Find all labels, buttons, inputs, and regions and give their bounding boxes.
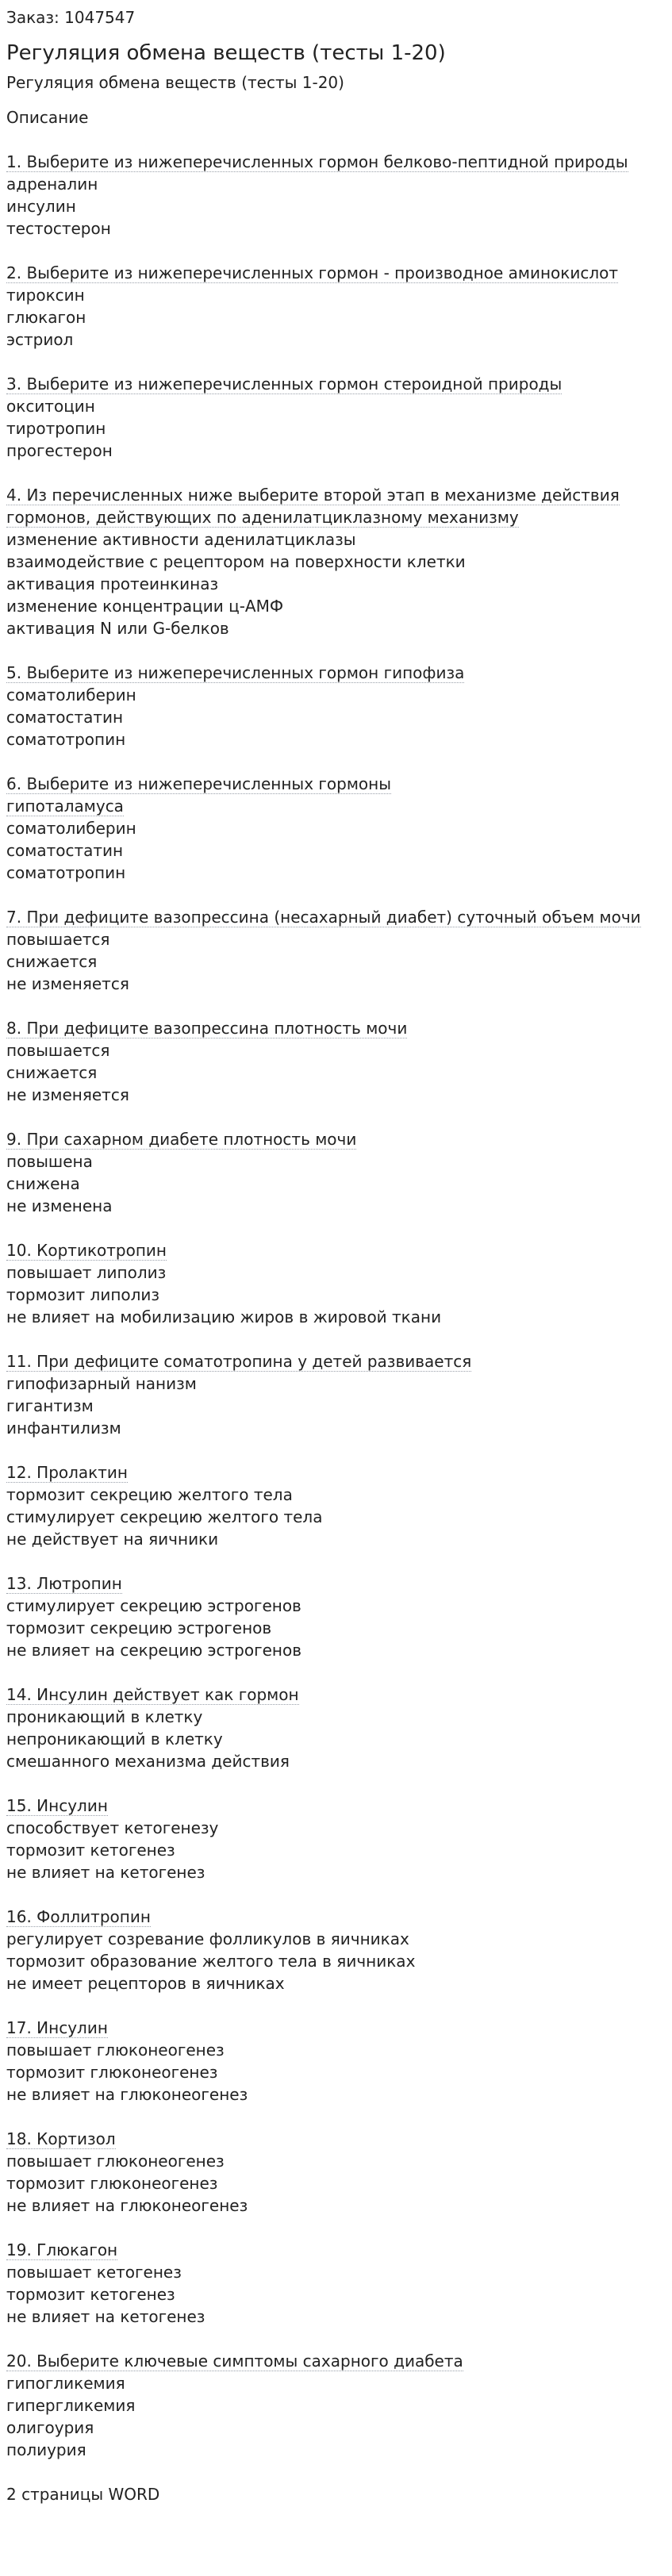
question-text: 10. Кортикотропин — [6, 1241, 167, 1260]
answer-option: изменение концентрации ц-АМФ — [6, 597, 284, 616]
question-line — [6, 1239, 666, 1261]
question-text: гормонов, действующих по аденилатциклазному механизму — [6, 508, 519, 527]
answer-option: снижается — [6, 1063, 98, 1082]
answer-option: тормозит секрецию эстрогенов — [6, 1618, 272, 1637]
question-block — [6, 2239, 666, 2328]
question-line — [6, 1017, 666, 1039]
answer-option: соматотропин — [6, 730, 126, 749]
question-text: 18. Кортизол — [6, 2129, 116, 2148]
question-block — [6, 1128, 666, 1217]
question-block — [6, 1572, 666, 1661]
answer-option: способствует кетогенезу — [6, 1818, 219, 1837]
question-line — [6, 373, 666, 395]
answer-option: не изменена — [6, 1196, 113, 1215]
page-title: Регуляция обмена веществ (тесты 1-20) — [6, 41, 446, 65]
question-line — [6, 1795, 666, 1817]
answer-option: непроникающий в клетку — [6, 1729, 223, 1749]
question-block — [6, 906, 666, 995]
question-line — [6, 1683, 666, 1706]
question-line — [6, 484, 666, 506]
answer-option: не имеет рецепторов в яичниках — [6, 1974, 285, 1993]
answer-option: не влияет на кетогенез — [6, 1863, 205, 1882]
question-line — [6, 1572, 666, 1595]
question-block — [6, 1350, 666, 1439]
question-text: 20. Выберите ключевые симптомы сахарного диабета — [6, 2351, 463, 2371]
question-block — [6, 151, 666, 240]
answer-option: гипогликемия — [6, 2374, 125, 2393]
footer-pages: 2 страницы WORD — [6, 2485, 160, 2504]
answer-option: инсулин — [6, 197, 76, 216]
answer-option: тормозит кетогенез — [6, 1841, 175, 1860]
question-block — [6, 2128, 666, 2217]
question-text: 7. При дефиците вазопрессина (несахарный диабет) суточный объем мочи — [6, 908, 641, 927]
answer-option: тестостерон — [6, 219, 111, 238]
answer-option: стимулирует секрецию эстрогенов — [6, 1596, 301, 1615]
question-line — [6, 506, 666, 528]
answer-option: соматолиберин — [6, 819, 136, 838]
answer-option: стимулирует секрецию желтого тела — [6, 1507, 323, 1526]
question-text: 2. Выберите из нижеперечисленных гормон - производное аминокислот — [6, 263, 619, 282]
answer-option: эстриол — [6, 330, 74, 349]
answer-option: тормозит липолиз — [6, 1285, 160, 1304]
question-text: 16. Фоллитропин — [6, 1907, 151, 1926]
question-line — [6, 1128, 666, 1150]
answer-option: окситоцин — [6, 397, 95, 416]
question-text: гипоталамуса — [6, 797, 124, 816]
answer-option: не изменяется — [6, 1085, 129, 1104]
answer-option: гигантизм — [6, 1396, 94, 1415]
question-line — [6, 2017, 666, 2039]
question-text: 5. Выберите из нижеперечисленных гормон гипофиза — [6, 663, 465, 682]
question-text: 9. При сахарном диабете плотность мочи — [6, 1130, 357, 1149]
answer-option: инфантилизм — [6, 1419, 121, 1438]
question-text: 8. При дефиците вазопрессина плотность мочи — [6, 1019, 408, 1038]
answer-option: повышается — [6, 930, 110, 949]
answer-option: снижается — [6, 952, 98, 971]
question-block — [6, 1795, 666, 1883]
question-text: 17. Инсулин — [6, 2018, 108, 2037]
question-line — [6, 2128, 666, 2150]
question-line — [6, 2350, 666, 2372]
question-text: 13. Лютропин — [6, 1574, 122, 1593]
question-text: 14. Инсулин действует как гормон — [6, 1685, 299, 1704]
question-text: 12. Пролактин — [6, 1463, 128, 1482]
answer-option: гипофизарный нанизм — [6, 1374, 197, 1393]
page-subtitle: Регуляция обмена веществ (тесты 1-20) — [6, 73, 344, 92]
question-line — [6, 151, 666, 173]
question-line — [6, 773, 666, 795]
answer-option: олигоурия — [6, 2418, 94, 2437]
answer-option: повышается — [6, 1041, 110, 1060]
answer-option: активация N или G-белков — [6, 619, 229, 638]
question-block — [6, 1461, 666, 1550]
answer-option: полиурия — [6, 2440, 86, 2459]
answer-option: тормозит образование желтого тела в яичниках — [6, 1952, 416, 1971]
question-text: 3. Выберите из нижеперечисленных гормон стероидной природы — [6, 374, 563, 394]
answer-option: повышает кетогенез — [6, 2263, 182, 2282]
answer-option: не действует на яичники — [6, 1530, 219, 1549]
answer-option: проникающий в клетку — [6, 1707, 203, 1726]
answer-option: соматотропин — [6, 863, 126, 882]
answer-option: тормозит кетогенез — [6, 2285, 175, 2304]
answer-option: соматостатин — [6, 841, 124, 860]
questions-list — [6, 151, 666, 2461]
answer-option: активация протеинкиназ — [6, 574, 219, 593]
question-text: 4. Из перечисленных ниже выберите второй этап в механизме действия — [6, 486, 620, 505]
answer-option: тироксин — [6, 286, 85, 305]
answer-option: не изменяется — [6, 974, 129, 993]
question-block — [6, 484, 666, 639]
answer-option: повышает глюконеогенез — [6, 2040, 225, 2060]
answer-option: тормозит секрецию желтого тела — [6, 1485, 293, 1504]
answer-option: не влияет на глюконеогенез — [6, 2196, 248, 2215]
order-number: Заказ: 1047547 — [6, 8, 136, 27]
answer-option: смешанного механизма действия — [6, 1752, 290, 1771]
answer-option: не влияет на глюконеогенез — [6, 2085, 248, 2104]
question-line — [6, 262, 666, 284]
answer-option: не влияет на мобилизацию жиров в жировой ткани — [6, 1307, 442, 1326]
answer-option: повышает глюконеогенез — [6, 2152, 225, 2171]
answer-option: регулирует созревание фолликулов в яичниках — [6, 1929, 409, 1948]
question-line — [6, 1906, 666, 1928]
question-text: 11. При дефиците соматотропина у детей развивается — [6, 1352, 472, 1371]
question-line — [6, 1461, 666, 1484]
question-block — [6, 2350, 666, 2461]
answer-option: изменение активности аденилатциклазы — [6, 530, 356, 549]
question-block — [6, 1017, 666, 1106]
question-block — [6, 1683, 666, 1772]
question-block — [6, 2017, 666, 2106]
answer-option: тиротропин — [6, 419, 106, 438]
question-block — [6, 1239, 666, 1328]
answer-option: соматолиберин — [6, 685, 136, 704]
question-text: 15. Инсулин — [6, 1796, 108, 1815]
question-line — [6, 795, 666, 817]
answer-option: повышена — [6, 1152, 93, 1171]
question-text: 6. Выберите из нижеперечисленных гормоны — [6, 774, 392, 793]
answer-option: адреналин — [6, 175, 98, 194]
question-line — [6, 662, 666, 684]
answer-option: снижена — [6, 1174, 80, 1193]
answer-option: прогестерон — [6, 441, 113, 460]
answer-option: гипергликемия — [6, 2396, 136, 2415]
answer-option: не влияет на кетогенез — [6, 2307, 205, 2326]
answer-option: соматостатин — [6, 708, 124, 727]
question-text: 1. Выберите из нижеперечисленных гормон белково-пептидной природы — [6, 152, 628, 171]
question-text: 19. Глюкагон — [6, 2240, 118, 2259]
question-line — [6, 2239, 666, 2261]
description-label: Описание — [6, 108, 89, 127]
question-line — [6, 1350, 666, 1372]
question-line — [6, 906, 666, 928]
answer-option: не влияет на секрецию эстрогенов — [6, 1641, 301, 1660]
answer-option: глюкагон — [6, 308, 86, 327]
answer-option: тормозит глюконеогенез — [6, 2174, 218, 2193]
question-block — [6, 373, 666, 462]
question-block — [6, 262, 666, 351]
answer-option: взаимодействие с рецептором на поверхности клетки — [6, 552, 466, 571]
question-block — [6, 773, 666, 884]
question-block — [6, 1906, 666, 1994]
question-block — [6, 662, 666, 751]
answer-option: повышает липолиз — [6, 1263, 167, 1282]
answer-option: тормозит глюконеогенез — [6, 2063, 218, 2082]
